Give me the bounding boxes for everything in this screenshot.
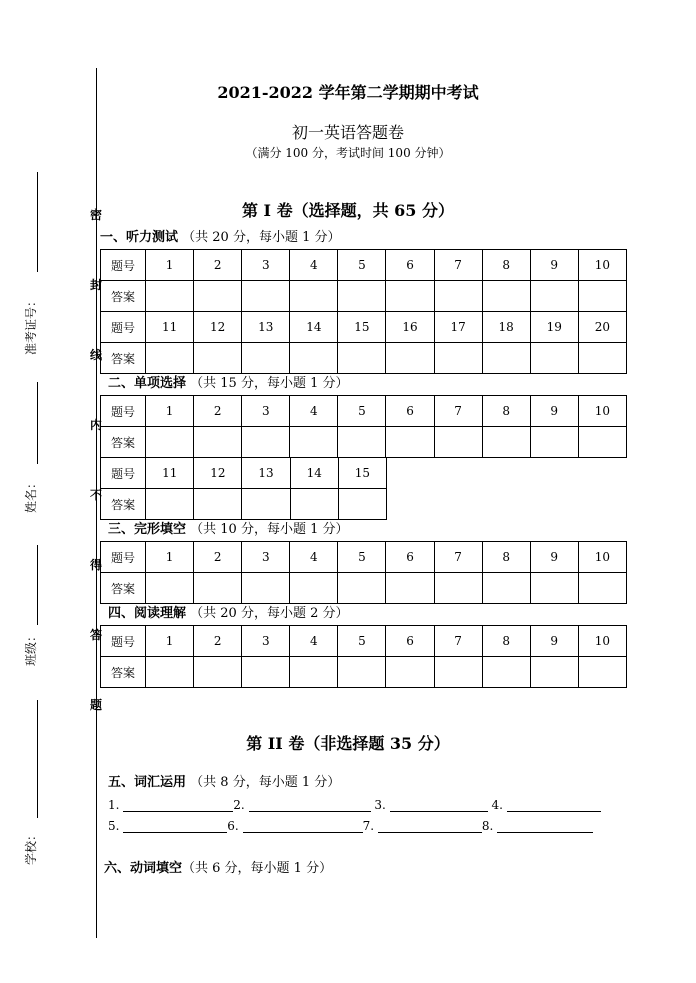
exam-number-label: 准考证号：	[24, 294, 38, 355]
answer-cell[interactable]	[338, 573, 386, 604]
cloze-table	[100, 541, 627, 604]
answer-cell[interactable]	[194, 657, 242, 688]
answer-cell[interactable]	[194, 343, 242, 374]
question-number: 1	[146, 396, 194, 427]
answer-blank[interactable]	[123, 820, 227, 833]
answer-cell[interactable]	[482, 343, 530, 374]
answer-cell[interactable]	[386, 427, 434, 458]
question-number: 9	[530, 250, 578, 281]
section-name: 四、阅读理解	[108, 606, 187, 621]
answer-cell[interactable]	[338, 657, 386, 688]
question-number: 10	[578, 396, 626, 427]
question-number: 20	[578, 312, 626, 343]
item-number: 6.	[227, 819, 239, 833]
class-label: 班级：	[24, 629, 38, 666]
answer-blank[interactable]	[378, 820, 482, 833]
question-number: 2	[194, 626, 242, 657]
question-number: 4	[290, 626, 338, 657]
answer-blank[interactable]	[507, 799, 601, 812]
section-info: （共 20 分，每小题 1 分）	[182, 230, 341, 245]
part2-title: 第 II 卷（非选择题 35 分）	[246, 734, 450, 753]
answer-cell[interactable]	[338, 427, 386, 458]
answer-cell[interactable]	[482, 657, 530, 688]
row-label: 题号	[101, 542, 146, 573]
question-number: 3	[242, 396, 290, 427]
question-number: 8	[482, 542, 530, 573]
answer-cell[interactable]	[434, 657, 482, 688]
section-reading-heading	[108, 606, 349, 622]
answer-cell[interactable]	[386, 657, 434, 688]
answer-cell[interactable]	[338, 281, 386, 312]
answer-blank[interactable]	[497, 820, 593, 833]
question-number: 8	[482, 250, 530, 281]
question-number: 6	[386, 626, 434, 657]
vocab-row-1	[108, 798, 601, 812]
question-number: 6	[386, 250, 434, 281]
single-choice-table-b	[100, 457, 387, 520]
answer-blank[interactable]	[249, 799, 371, 812]
answer-row	[101, 343, 627, 374]
row-label: 题号	[101, 250, 146, 281]
answer-cell[interactable]	[386, 281, 434, 312]
answer-cell[interactable]	[530, 281, 578, 312]
single-choice-table-a	[100, 395, 627, 458]
exam-number-line[interactable]	[37, 172, 38, 272]
answer-cell[interactable]	[290, 343, 338, 374]
answer-cell[interactable]	[146, 573, 194, 604]
section-info: （共 8 分，每小题 1 分）	[190, 775, 341, 790]
school-label: 学校：	[24, 828, 38, 865]
question-number: 9	[530, 626, 578, 657]
seal-char: 内	[90, 418, 103, 432]
question-number: 18	[482, 312, 530, 343]
answer-cell[interactable]	[242, 281, 290, 312]
answer-cell[interactable]	[146, 427, 194, 458]
question-number: 15	[338, 458, 386, 489]
question-number: 2	[194, 542, 242, 573]
question-number: 6	[386, 396, 434, 427]
section-info: （共 20 分，每小题 2 分）	[190, 606, 349, 621]
school-line[interactable]	[37, 700, 38, 818]
answer-cell[interactable]	[482, 573, 530, 604]
answer-cell[interactable]	[434, 343, 482, 374]
answer-cell[interactable]	[242, 489, 290, 520]
name-label: 姓名：	[24, 476, 38, 513]
section-name: 一、听力测试	[100, 230, 179, 245]
answer-row	[101, 281, 627, 312]
seal-char: 密	[90, 208, 103, 222]
answer-cell[interactable]	[530, 657, 578, 688]
question-number: 13	[242, 458, 290, 489]
question-number: 1	[146, 626, 194, 657]
exam-note: （满分 100 分，考试时间 100 分钟）	[245, 146, 451, 160]
section-info: （共 15 分，每小题 1 分）	[190, 376, 349, 391]
section-cloze-heading	[108, 522, 349, 538]
exam-subtitle: 初一英语答题卷	[291, 123, 404, 142]
answer-row	[101, 573, 627, 604]
question-number: 14	[290, 312, 338, 343]
answer-row	[101, 427, 627, 458]
answer-cell[interactable]	[146, 657, 194, 688]
question-number-row	[101, 396, 627, 427]
name-line[interactable]	[37, 382, 38, 464]
question-number: 5	[338, 396, 386, 427]
question-number: 12	[194, 458, 242, 489]
question-number: 19	[530, 312, 578, 343]
question-number: 15	[338, 312, 386, 343]
item-number: 8.	[481, 819, 494, 833]
answer-blank[interactable]	[390, 799, 488, 812]
item-number: 5.	[108, 819, 120, 833]
item-number: 1.	[108, 798, 120, 812]
answer-cell[interactable]	[530, 573, 578, 604]
question-number: 2	[194, 250, 242, 281]
answer-label: 答案	[101, 281, 146, 312]
answer-cell[interactable]	[194, 573, 242, 604]
reading-table	[100, 625, 627, 688]
answer-cell[interactable]	[578, 343, 626, 374]
answer-cell[interactable]	[242, 573, 290, 604]
question-number: 4	[290, 542, 338, 573]
section-name: 三、完形填空	[108, 522, 187, 537]
answer-label: 答案	[101, 427, 146, 458]
question-number: 9	[530, 396, 578, 427]
section-single-choice-heading	[108, 376, 349, 392]
answer-label: 答案	[101, 343, 146, 374]
question-number: 5	[338, 542, 386, 573]
seal-char: 封	[90, 278, 103, 292]
question-number-row	[101, 458, 387, 489]
question-number-row	[101, 542, 627, 573]
answer-blank[interactable]	[123, 799, 233, 812]
vocab-row-2	[108, 819, 593, 833]
question-number: 10	[578, 626, 626, 657]
question-number: 5	[338, 250, 386, 281]
answer-cell[interactable]	[290, 427, 338, 458]
answer-cell[interactable]	[578, 427, 626, 458]
answer-cell[interactable]	[194, 427, 242, 458]
answer-cell[interactable]	[578, 573, 626, 604]
question-number-row	[101, 312, 627, 343]
question-number: 17	[434, 312, 482, 343]
answer-label: 答案	[101, 657, 146, 688]
answer-label: 答案	[101, 573, 146, 604]
row-label: 题号	[101, 458, 146, 489]
answer-cell[interactable]	[146, 343, 194, 374]
answer-blank[interactable]	[243, 820, 363, 833]
answer-cell[interactable]	[194, 281, 242, 312]
section-listening-heading	[100, 230, 341, 246]
part1-title: 第 I 卷（选择题，共 65 分）	[241, 201, 455, 220]
question-number: 7	[434, 626, 482, 657]
question-number: 7	[434, 396, 482, 427]
answer-cell[interactable]	[530, 343, 578, 374]
question-number: 4	[290, 396, 338, 427]
answer-cell[interactable]	[482, 427, 530, 458]
answer-row	[101, 657, 627, 688]
answer-cell[interactable]	[530, 427, 578, 458]
question-number: 7	[434, 250, 482, 281]
question-number-row	[101, 626, 627, 657]
question-number: 3	[242, 626, 290, 657]
question-number: 16	[386, 312, 434, 343]
question-number: 6	[386, 542, 434, 573]
answer-cell[interactable]	[290, 489, 338, 520]
section-vocab-heading	[108, 775, 340, 791]
question-number: 3	[242, 250, 290, 281]
question-number: 9	[530, 542, 578, 573]
answer-cell[interactable]	[338, 489, 386, 520]
item-number: 2.	[233, 798, 245, 812]
answer-cell[interactable]	[146, 281, 194, 312]
question-number: 7	[434, 542, 482, 573]
answer-cell[interactable]	[386, 573, 434, 604]
answer-cell[interactable]	[434, 573, 482, 604]
item-number: 7.	[362, 819, 375, 833]
item-number: 3.	[374, 798, 386, 812]
seal-char: 得	[90, 558, 103, 572]
answer-cell[interactable]	[146, 489, 194, 520]
question-number: 12	[194, 312, 242, 343]
answer-cell[interactable]	[290, 281, 338, 312]
section-info: （共 10 分，每小题 1 分）	[190, 522, 349, 537]
question-number: 10	[578, 542, 626, 573]
section-name: 六、动词填空	[104, 861, 183, 876]
section-verb-heading	[104, 861, 332, 877]
seal-char: 线	[90, 348, 103, 362]
answer-cell[interactable]	[338, 343, 386, 374]
answer-cell[interactable]	[434, 281, 482, 312]
section-name: 五、词汇运用	[108, 775, 187, 790]
seal-char: 答	[90, 628, 103, 642]
question-number: 10	[578, 250, 626, 281]
answer-cell[interactable]	[290, 657, 338, 688]
answer-cell[interactable]	[242, 657, 290, 688]
question-number-row	[101, 250, 627, 281]
question-number: 13	[242, 312, 290, 343]
question-number: 5	[338, 626, 386, 657]
question-number: 11	[146, 458, 194, 489]
answer-cell[interactable]	[290, 573, 338, 604]
answer-cell[interactable]	[482, 281, 530, 312]
answer-label: 答案	[101, 489, 146, 520]
question-number: 8	[482, 396, 530, 427]
answer-cell[interactable]	[578, 657, 626, 688]
question-number: 1	[146, 542, 194, 573]
question-number: 1	[146, 250, 194, 281]
question-number: 14	[290, 458, 338, 489]
question-number: 3	[242, 542, 290, 573]
question-number: 2	[194, 396, 242, 427]
answer-cell[interactable]	[386, 343, 434, 374]
section-name: 二、单项选择	[108, 376, 187, 391]
answer-row	[101, 489, 387, 520]
seal-char: 不	[90, 488, 103, 502]
answer-cell[interactable]	[194, 489, 242, 520]
class-line[interactable]	[37, 545, 38, 625]
answer-cell[interactable]	[242, 343, 290, 374]
row-label: 题号	[101, 312, 146, 343]
seal-char: 题	[90, 698, 103, 712]
listening-table	[100, 249, 627, 374]
question-number: 11	[146, 312, 194, 343]
question-number: 4	[290, 250, 338, 281]
section-info: （共 6 分，每小题 1 分）	[182, 861, 333, 876]
answer-cell[interactable]	[242, 427, 290, 458]
item-number: 4.	[491, 798, 503, 812]
row-label: 题号	[101, 396, 146, 427]
answer-cell[interactable]	[434, 427, 482, 458]
question-number: 8	[482, 626, 530, 657]
row-label: 题号	[101, 626, 146, 657]
answer-cell[interactable]	[578, 281, 626, 312]
exam-title: 2021-2022 学年第二学期期中考试	[217, 83, 479, 102]
